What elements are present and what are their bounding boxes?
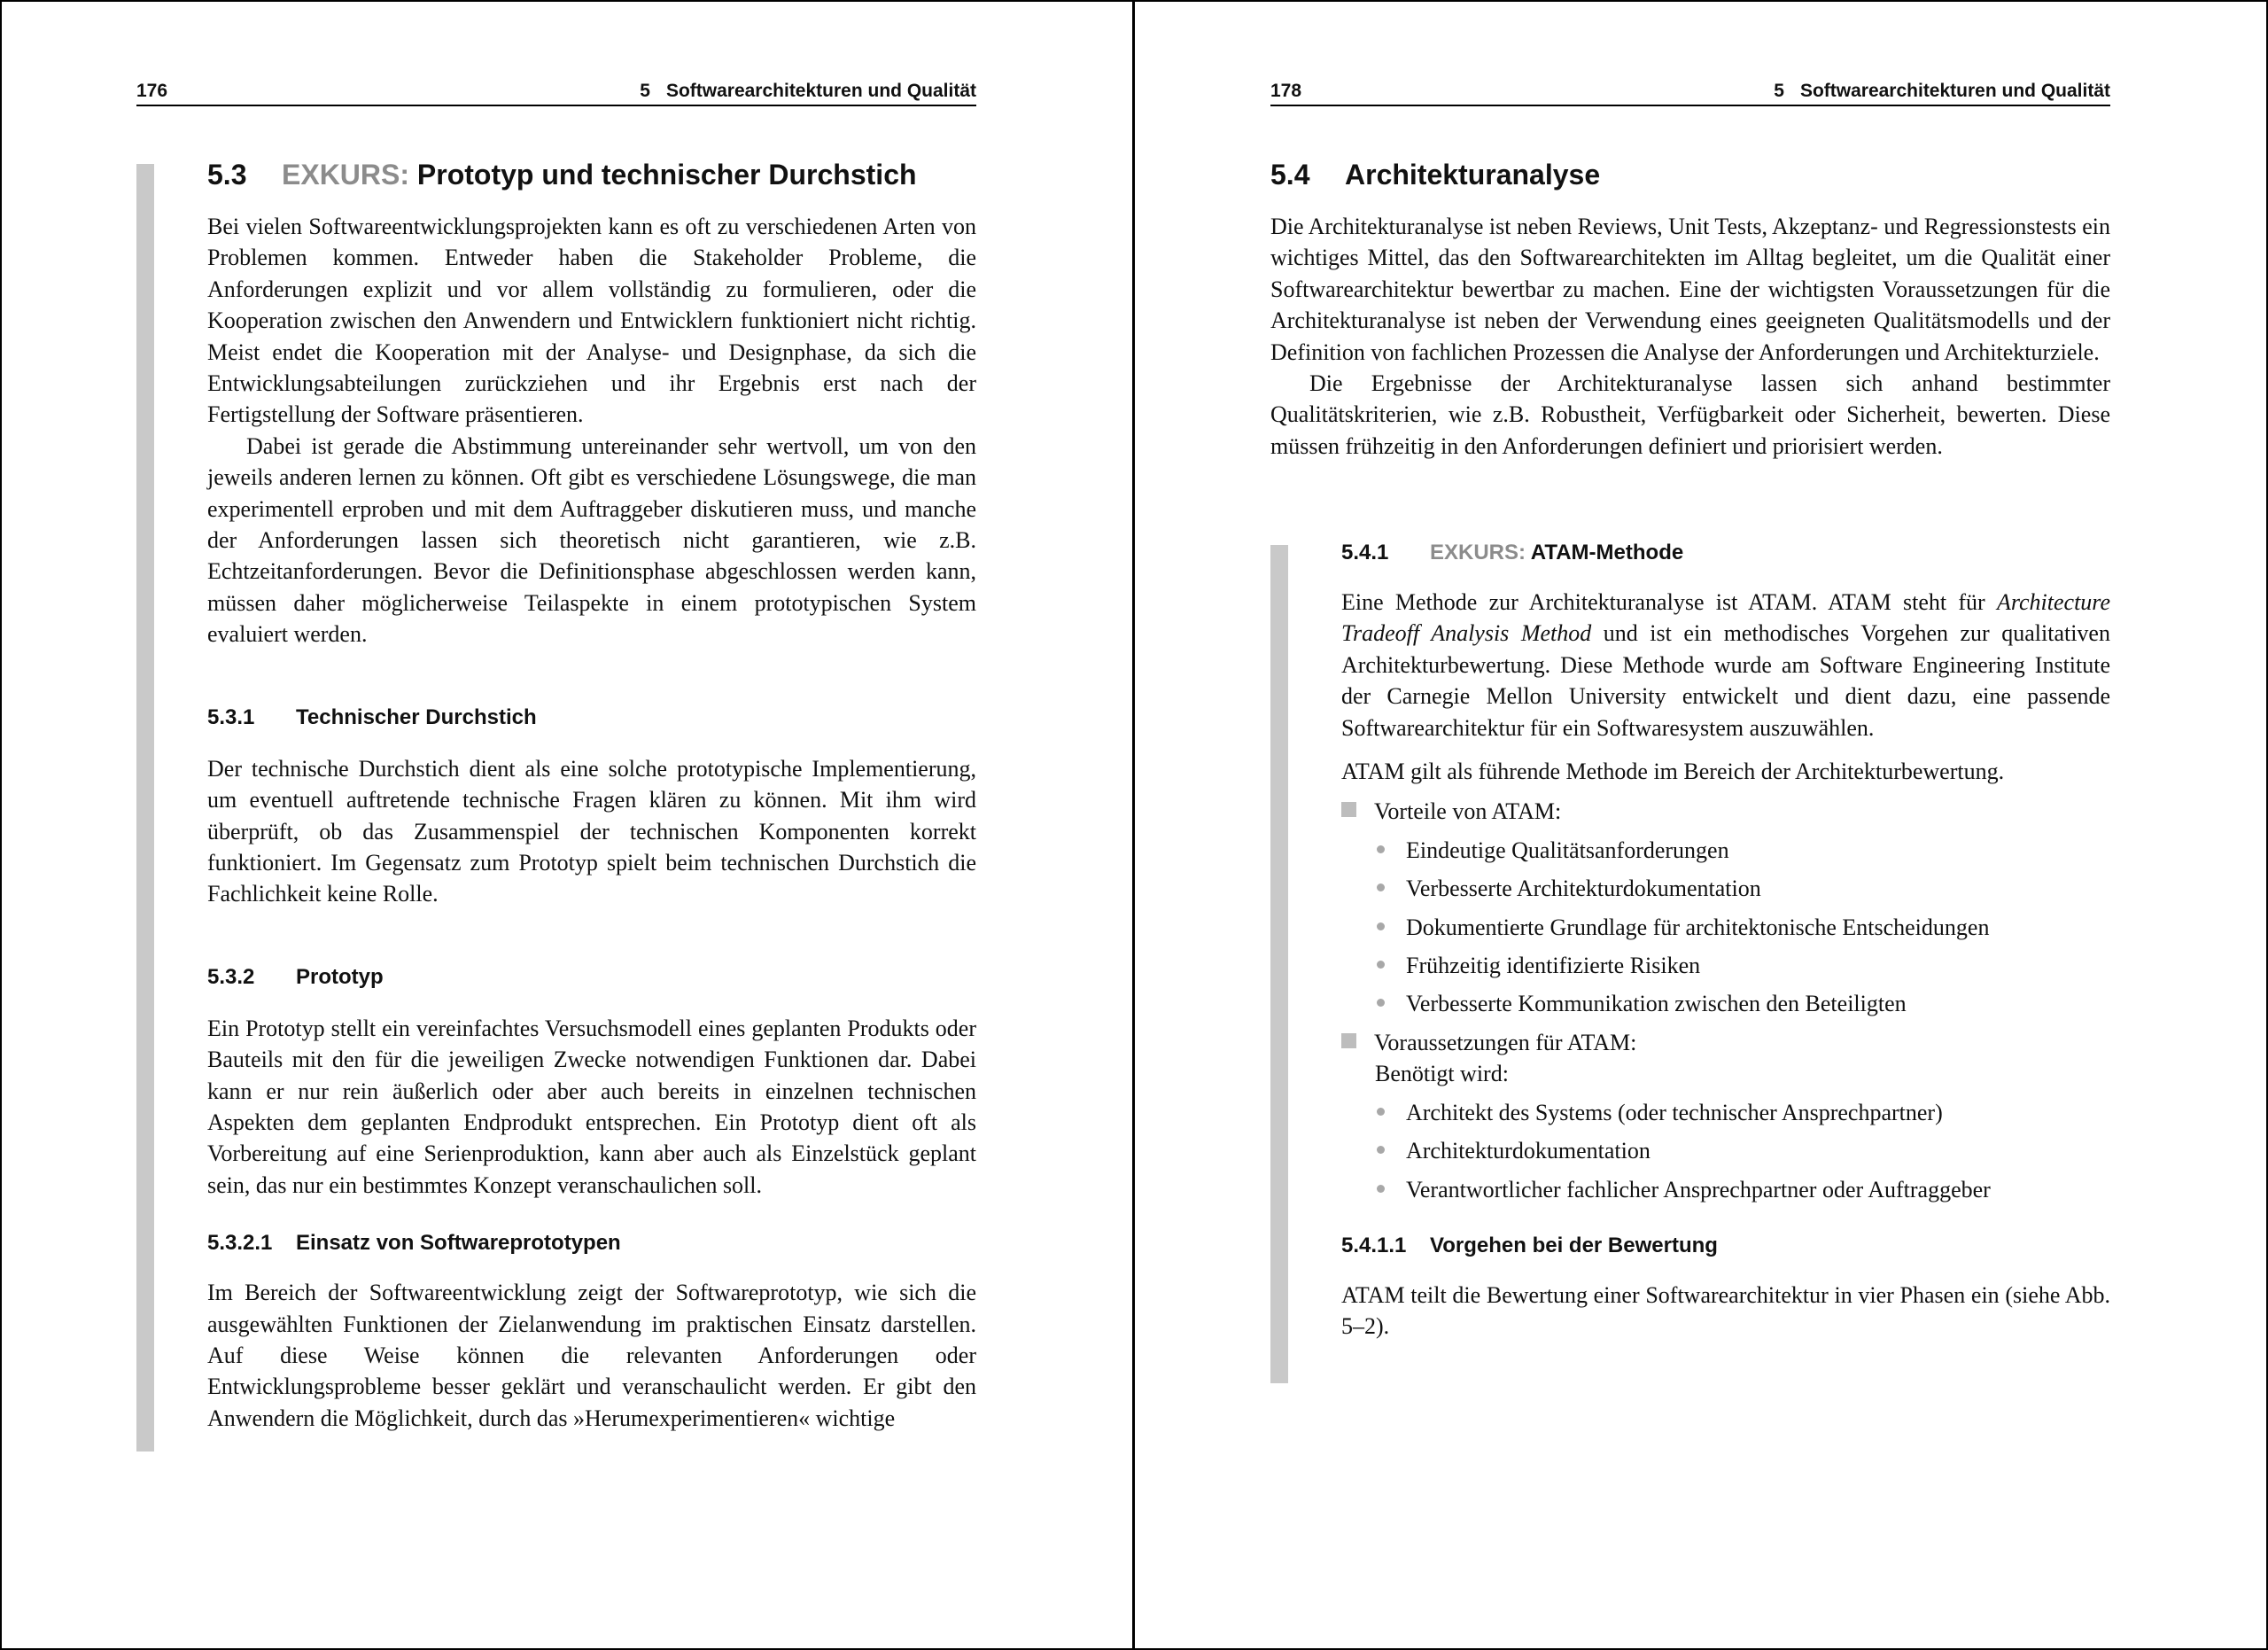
heading-5-3-2: [207, 963, 976, 992]
heading-5-3-1-number: 5.3.1: [207, 704, 255, 729]
heading-5-4-1-1-number: 5.4.1.1: [1341, 1233, 1407, 1257]
paragraph-5-3-1: Bei vielen Softwareentwicklungsprojekten kann es oft zu verschiedenen Arten von Problemen kommen. Entweder haben die Stakeholder Probleme, die Anforderungen explizit und vor allem vollständig zu formulieren, oder die Kooperation zwischen den Anwendern und Entwicklern funktioniert nicht richtig. Meist endet die Kooperation mit der Analyse- und Designphase, da sich die Entwicklungsabteilungen zurückziehen und ihr Ergebnis erst nach der Fertigstellung der Software präsentieren.: [207, 214, 976, 428]
list-title-voraussetzungen: Voraussetzungen für ATAM:: [1374, 1029, 1637, 1055]
chapter-title-right: [1774, 81, 2110, 102]
exkurs-label-right: EXKURS:: [1430, 541, 1526, 564]
paragraph-5-4-2: Die Ergebnisse der Architekturanalyse lassen sich anhand bestimmter Qualitätskriterien, wie z.B. Robustheit, Verfügbarkeit oder Sicherheit, bewerten. Diese müssen frühzeitig in den Anforderungen definiert und priorisiert werden.: [1270, 370, 2110, 459]
page-number-right: 178: [1270, 81, 1302, 101]
book-spine: [1132, 0, 1135, 1650]
paragraph-5-3-2-1-body: Im Bereich der Softwareentwicklung zeigt der Softwareprototyp, wie sich die ausgewählten Funktionen der Zielanwendung im praktischen Einsatz darstellen. Auf diese Weise können die relevanten Anforderungen oder Entwicklungsprobleme besser geklärt und veranschaulicht werden. Er gibt den Anwendern die Möglichkeit, durch das »Herumexperimentieren« wichtige: [207, 1280, 976, 1431]
list-item-text: Verantwortlicher fachlicher Ansprechpartner oder Auftraggeber: [1406, 1176, 1991, 1202]
chapter-title-left: [640, 81, 976, 102]
square-bullet-icon: [1341, 802, 1356, 817]
heading-5-3: [207, 157, 976, 192]
square-bullet-icon: [1341, 1033, 1356, 1048]
list-item: [1377, 828, 2110, 866]
dot-bullet-icon: [1377, 883, 1385, 891]
left-page: [136, 0, 976, 1650]
heading-5-4-1-number: 5.4.1: [1341, 541, 1389, 564]
section-5-4-block: [1270, 157, 2110, 462]
list-item: [1377, 905, 2110, 943]
list-item-text: Eindeutige Qualitätsanforderungen: [1406, 837, 1729, 863]
dot-bullet-icon: [1377, 1108, 1385, 1116]
heading-5-4-title: Architekturanalyse: [1345, 159, 1601, 191]
list-item-text: Verbesserte Kommunikation zwischen den Beteiligten: [1406, 991, 1907, 1017]
exkurs-bar-left: [136, 164, 154, 1452]
list-item: [1377, 981, 2110, 1019]
exkurs-5-3-block: [207, 157, 976, 1434]
list-item: [1377, 1167, 2110, 1205]
heading-5-3-title: Prototyp und technischer Durchstich: [416, 159, 917, 191]
list-item-text: Architekt des Systems (oder technischer Ansprechpartner): [1406, 1099, 1943, 1125]
list-item: [1377, 1090, 2110, 1128]
paragraph-5-4-1-atam-leading: ATAM gilt als führende Methode im Bereich der Architekturbewertung.: [1341, 759, 2005, 785]
heading-5-3-2-title: Prototyp: [296, 964, 384, 989]
list-subtitle: Benötigt wird:: [1375, 1061, 1509, 1087]
right-page: [1270, 0, 2110, 1650]
list-item: [1377, 866, 2110, 904]
paragraph-5-4-1-body: [1341, 587, 2110, 743]
heading-5-3-1-title: Technischer Durchstich: [296, 704, 537, 729]
list-heading-vorteile: [1341, 796, 2110, 827]
dot-bullet-icon: [1377, 999, 1385, 1007]
chapter-title-text-left: Softwarearchitekturen und Qualität: [665, 81, 976, 101]
chapter-title-text-right: Softwarearchitekturen und Qualität: [1799, 81, 2110, 101]
dot-bullet-icon: [1377, 1185, 1385, 1193]
exkurs-5-4-1-block: [1341, 539, 2110, 1343]
heading-5-3-2-number: 5.3.2: [207, 964, 255, 989]
atam-intro-text: Eine Methode zur Architekturanalyse ist ATAM. ATAM steht für: [1341, 589, 1997, 615]
heading-5-4-1: [1341, 539, 2110, 567]
paragraph-5-3-2: Dabei ist gerade die Abstimmung untereinander sehr wertvoll, um von den jeweils anderen lernen zu können. Oft gibt es verschiedene Lösungswege, die man experimentell erproben und mit dem Auftraggeber diskutieren muss, und manche der Anforderungen lassen sich theoretisch nicht garantieren, wie z.B. Echtzeitanforderungen. Bevor die Definitionsphase abgeschlossen werden kann, müssen daher möglicherweise Teilaspekte in einem prototypischen System evaluiert werden.: [207, 432, 976, 648]
atam-intro-text-rest: und ist ein methodisches Vorgehen zur qualitativen Architekturbewertung. Diese Methode wurde am Software Engineering Institute der Carnegie Mellon University entwickelt und dient dazu, eine passende Softwarearchitektur für ein Softwaresystem auszuwählen.: [1341, 620, 2110, 741]
list-item-text: Architekturdokumentation: [1406, 1138, 1651, 1164]
dot-bullet-icon: [1377, 922, 1385, 930]
heading-5-3-2-1: [207, 1229, 976, 1257]
paragraph-5-4-1: Die Architekturanalyse ist neben Reviews, Unit Tests, Akzeptanz- und Regressionstests ein wichtiges Mittel, das den Softwarearchitekten im Alltag begleitet, um die Qualität einer Softwarearchitektur bewertbar zu machen. Eine der wichtigsten Voraussetzungen für die Architekturanalyse ist neben der Verwendung eines geeigneten Qualitätsmodells und der Definition von fachlichen Prozessen die Analyse der Anforderungen und Architekturziele.: [1270, 214, 2110, 365]
heading-5-4-number: 5.4: [1270, 159, 1310, 191]
dot-bullet-icon: [1377, 845, 1385, 853]
list-item: [1377, 1128, 2110, 1166]
page-number-left: 176: [136, 81, 168, 101]
paragraph-5-3-1-body: Der technische Durchstich dient als eine solche prototypische Implementierung, um eventuell auftretende technische Fragen klären zu können. Mit ihm wird überprüft, ob das Zusammenspiel der technischen Komponenten korrekt funktioniert. Im Gegensatz zum Prototyp spielt beim technischen Durchstich die Fachlichkeit keine Rolle.: [207, 755, 976, 907]
list-item-text: Dokumentierte Grundlage für architektonische Entscheidungen: [1406, 914, 1990, 940]
heading-5-3-number: 5.3: [207, 159, 247, 191]
exkurs-bar-right: [1270, 545, 1288, 1383]
running-header-right: [1270, 78, 2110, 106]
paragraph-5-4-1-1-body: ATAM teilt die Bewertung einer Softwarearchitektur in vier Phasen ein (siehe Abb. 5–2).: [1341, 1281, 2110, 1340]
atam-full-name: Architecture Tradeoff Analysis Method: [1341, 589, 2110, 647]
heading-5-3-2-1-title: Einsatz von Softwareprototypen: [296, 1231, 621, 1256]
heading-5-3-2-1-number: 5.3.2.1: [207, 1231, 273, 1256]
running-header-left: [136, 78, 976, 106]
paragraph-5-3-2-body: Ein Prototyp stellt ein vereinfachtes Versuchsmodell eines geplanten Produkts oder Bauteils mit den für die jeweiligen Zwecke notwendigen Funktionen dar. Dabei kann er nur rein äußerlich oder aber auch bereits in einzelnen technischen Aspekten dem geplanten Endprodukt entsprechen. Ein Prototyp dient oft als Vorbereitung auf eine Serienproduktion, kann aber auch als Einzelstück geplant sein, das nur ein bestimmtes Konzept veranschaulichen soll.: [207, 1015, 976, 1198]
chapter-number-left: 5: [640, 81, 650, 101]
dot-bullet-icon: [1377, 1146, 1385, 1154]
list-item-text: Verbesserte Architekturdokumentation: [1406, 876, 1761, 902]
heading-5-3-1: [207, 704, 976, 732]
list-heading-voraussetzungen: [1341, 1027, 2110, 1058]
list-item: [1377, 943, 2110, 981]
dot-bullet-icon: [1377, 961, 1385, 969]
list-title-vorteile: Vorteile von ATAM:: [1374, 798, 1562, 825]
heading-5-4-1-title: ATAM-Methode: [1530, 541, 1684, 564]
list-item-text: Frühzeitig identifizierte Risiken: [1406, 953, 1701, 979]
heading-5-4-1-1-title: Vorgehen bei der Bewertung: [1430, 1233, 1718, 1257]
heading-5-4: [1270, 157, 2110, 192]
exkurs-label: EXKURS:: [282, 159, 410, 191]
heading-5-4-1-1: [1341, 1232, 2110, 1260]
chapter-number-right: 5: [1774, 81, 1784, 101]
